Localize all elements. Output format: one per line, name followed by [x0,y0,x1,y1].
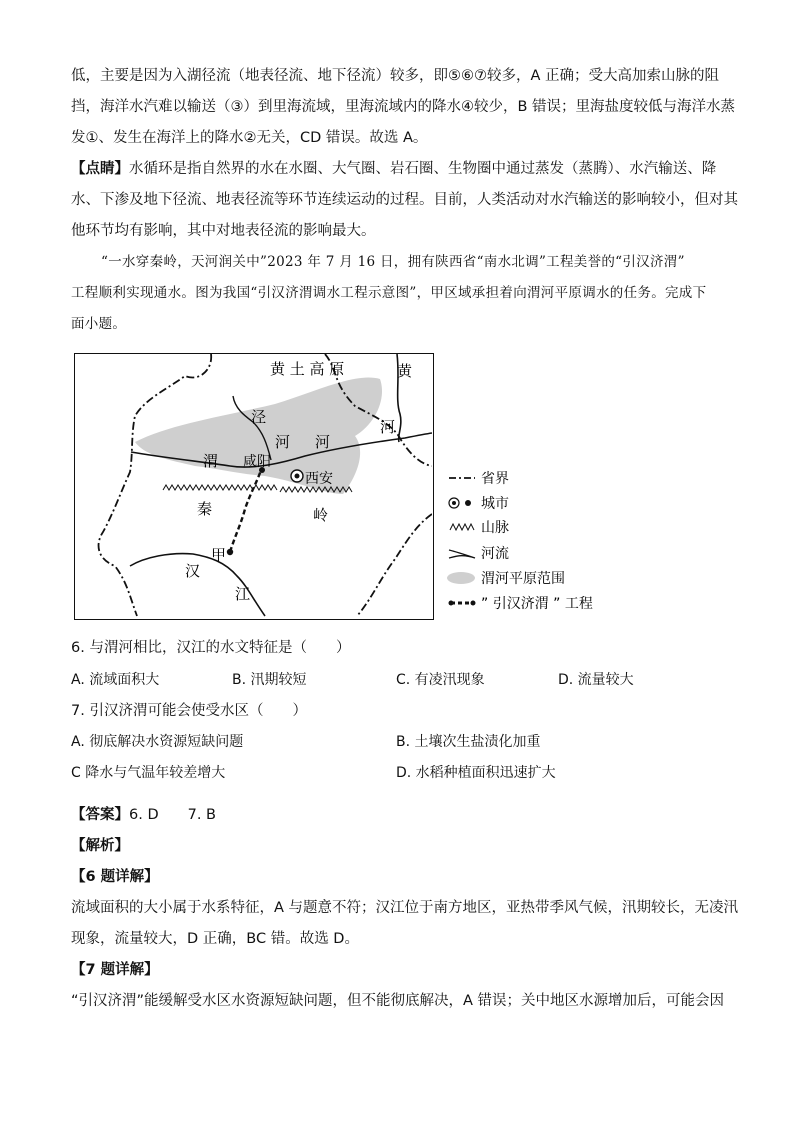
xian-label: 西安 [305,471,333,487]
map-frame [74,353,434,620]
q7-option-b[interactable]: B. 土壤次生盐渍化加重 [396,734,541,750]
paragraph-line: 低，主要是因为入湖径流（地表径流、地下径流）较多，即⑤⑥⑦较多，A 正确；受大高加索山脉的阻 [71,68,720,84]
intro-line: 面小题。 [71,316,127,332]
q6-stem: 6. 与渭河相比，汉江的水文特征是（ ） [71,640,351,656]
legend-boundary-label: 省界 [481,471,509,487]
wei-label: 渭 [203,452,219,470]
jia-point [227,549,233,555]
intro-line: 工程顺利实现通水。图为我国“引汉济渭调水工程示意图”，甲区域承担着向渭河平原调水的任务。完成下 [71,285,707,301]
detail6-line: 现象，流量较大，D 正确，BC 错。故选 D。 [71,931,359,947]
answer-line [71,805,216,825]
xianyang-label: 咸阳 [243,454,271,470]
comment-line: 水、下渗及地下径流、地表径流等环节连续运动的过程。目前，人类活动对水汽输送的影响较小，但对其 [71,192,738,208]
legend-plain-label: 渭河平原范围 [481,571,565,587]
mountain-icon [450,524,474,530]
han-label: 汉 [185,562,201,580]
intro-line: “一水穿秦岭，天河润关中”2023 年 7 月 16 日，拥有陕西省“南水北调”工程美誉的“引汉济渭” [101,254,685,270]
qin-label: 秦 [197,500,213,518]
jia-label: 甲 [211,546,227,564]
he-label: 河 [380,418,396,436]
project-line [230,470,261,552]
legend-river-label: 河流 [481,546,509,562]
weihe-label-2: 河 [315,433,331,451]
river-icon [449,550,475,558]
legend-mountain-label: 山脉 [481,520,509,536]
q6-option-c[interactable]: C. 有凌汛现象 [396,672,485,688]
legend-city-label: 城市 [481,496,509,512]
map-svg [75,354,432,618]
jiang-label: 江 [235,585,251,603]
map-legend [443,466,623,616]
q7-option-a[interactable]: A. 彻底解决水资源短缺问题 [71,734,244,750]
detail6-line: 流域面积的大小属于水系特征，A 与题意不符；汉江位于南方地区，亚热带季风气候，汛期较长，无凌汛 [71,900,739,916]
paragraph-line: 发①、发生在海洋上的降水②无关，CD 错误。故选 A。 [71,130,428,146]
comment-line: 他环节均有影响，其中对地表径流的影响最大。 [71,223,376,239]
project-icon [449,601,476,606]
detail7-tag: 【7 题详解】 [71,962,159,978]
xian-city-dot [295,474,300,479]
comment-text: 水循环是指自然界的水在水圈、大气圈、岩石圈、生物圈中通过蒸发（蒸腾）、水汽输送、降 [129,161,717,177]
detail7-line: “引汉济渭”能缓解受水区水资源短缺问题，但不能彻底解决，A 错误；关中地区水源增加后，可能会因 [71,993,725,1009]
yellow-label: 黄 [397,362,413,380]
ling-label: 岭 [313,506,329,524]
q6-option-a[interactable]: A. 流域面积大 [71,672,160,688]
jing-label: 泾 [251,408,267,426]
analysis-tag: 【解析】 [71,838,129,854]
q6-option-d[interactable]: D. 流量较大 [558,672,634,688]
q7-option-d[interactable]: D. 水稻种植面积迅速扩大 [396,765,556,781]
q7-stem: 7. 引汉济渭可能会使受水区（ ） [71,703,307,719]
weihe-label-1: 河 [275,433,291,451]
comment-line [71,159,716,179]
answer-tag: 【答案】 [71,807,129,823]
plain-icon [447,572,475,584]
answer-text: 6. D 7. B [129,807,216,823]
q7-option-c[interactable]: C 降水与气温年较差增大 [71,765,226,781]
detail6-tag: 【6 题详解】 [71,869,159,885]
paragraph-line: 挡，海洋水汽难以输送（③）到里海流域，里海流域内的降水④较少，B 错误；里海盐度较低与海洋水蒸 [71,99,736,115]
comment-tag: 【点睛】 [71,161,129,177]
province-boundary [99,354,432,616]
legend-project-label: ” 引汉济渭 ” 工程 [481,596,593,612]
city-icon [449,498,471,508]
q6-option-b[interactable]: B. 汛期较短 [232,672,307,688]
loess-label: 黄 土 高 原 [270,360,345,378]
